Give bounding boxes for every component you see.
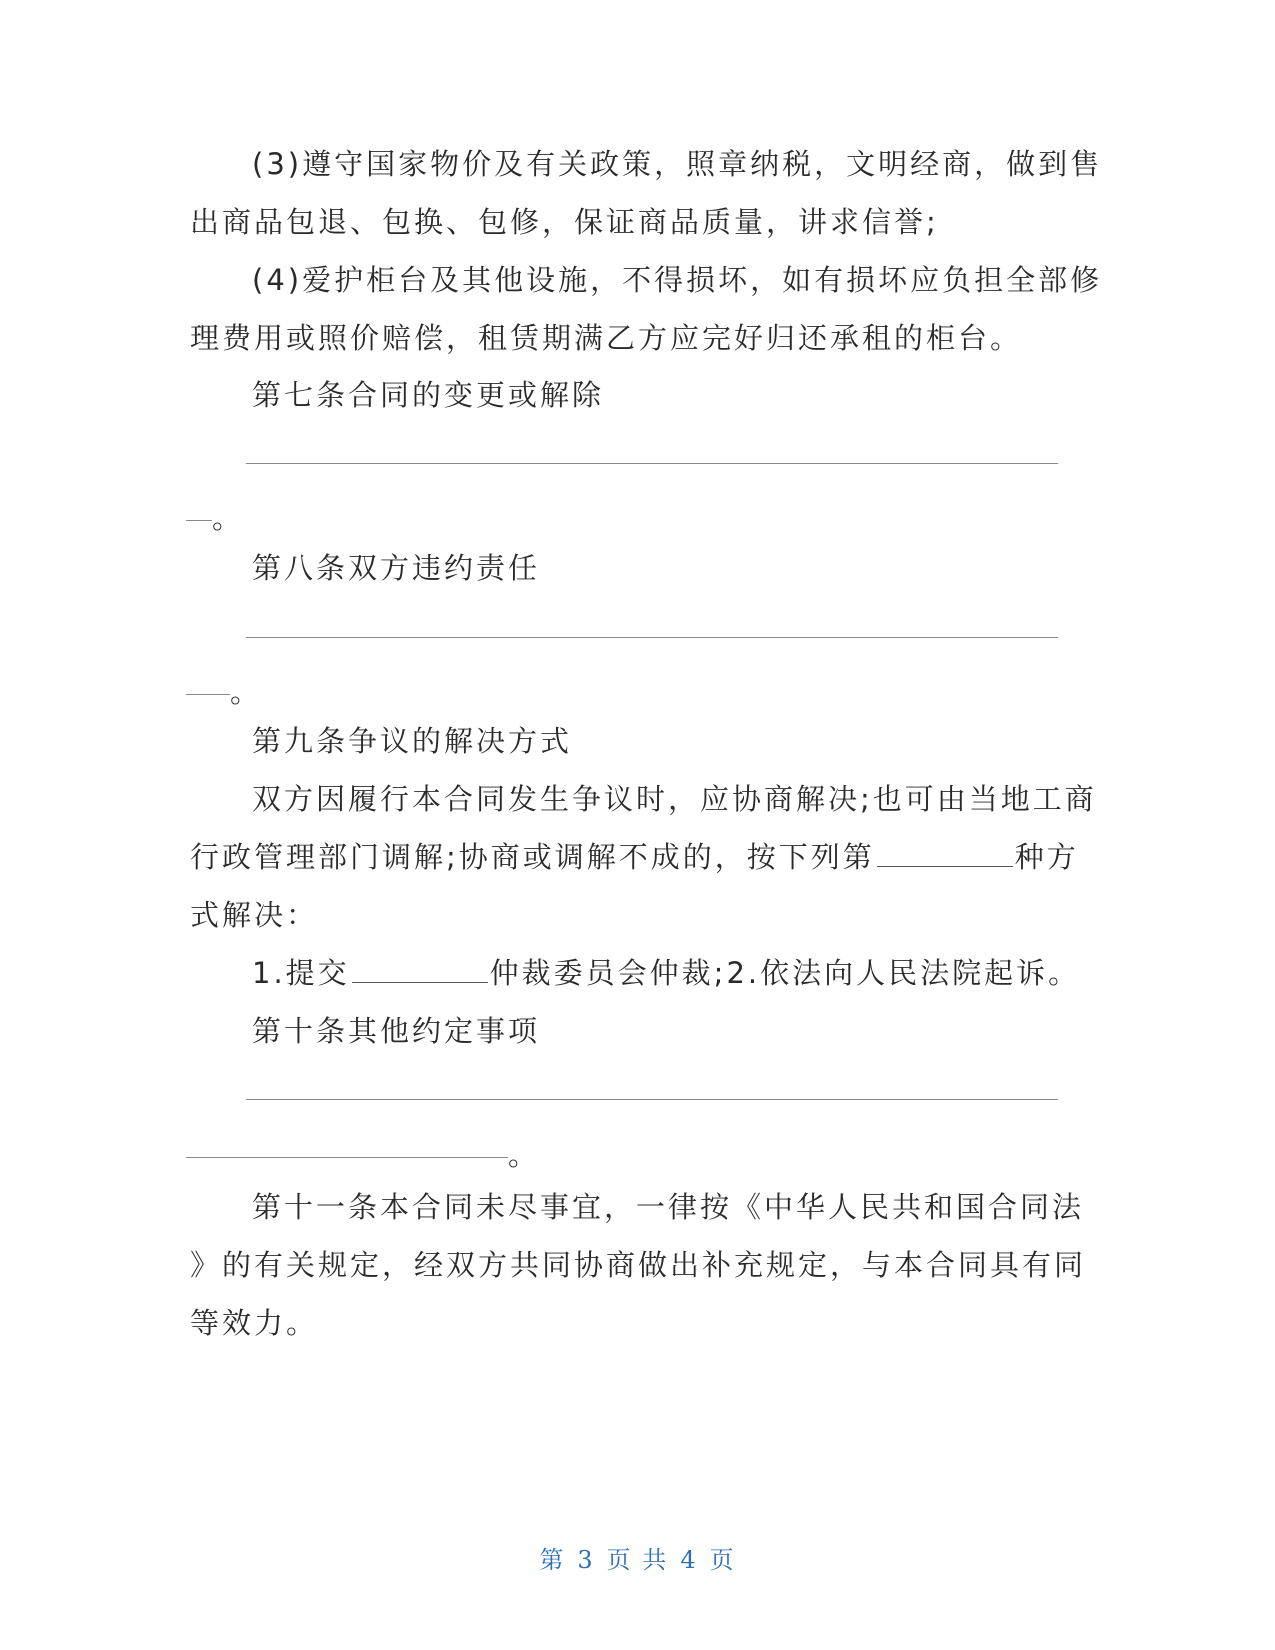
article-10-title: 第十条其他约定事项 (252, 1014, 541, 1048)
article-9-line-3: 式解决： (190, 898, 319, 932)
footer-mid: 页 共 (606, 1546, 669, 1574)
article-11-line-1: 第十一条本合同未尽事宜，一律按《中华人民共和国合同法 (252, 1190, 1085, 1224)
arbitration-committee-blank[interactable] (352, 956, 488, 983)
article-7-title: 第七条合同的变更或解除 (252, 378, 605, 412)
article-10-period: 。 (508, 1138, 538, 1172)
method-number-blank[interactable] (877, 840, 1013, 867)
article-10-fill-line (246, 1099, 1058, 1100)
article-9-line-2-start: 行政管理部门调解;协商或调解不成的，按下列第 (190, 840, 875, 874)
article-8-fill-line (246, 637, 1058, 638)
article-9-line-1: 双方因履行本合同发生争议时，应协商解决;也可由当地工商 (252, 782, 1097, 816)
page-number-footer (0, 1540, 1275, 1575)
clause-3-line-2: 出商品包退、包换、包修，保证商品质量，讲求信誉; (190, 205, 939, 239)
article-8-title: 第八条双方违约责任 (252, 551, 541, 585)
article-9-options (252, 955, 1080, 991)
footer-suffix: 页 (709, 1546, 736, 1574)
article-7-fill-line-tail (186, 520, 212, 521)
footer-prefix: 第 (539, 1546, 566, 1574)
article-11-line-3: 等效力。 (190, 1306, 319, 1340)
clause-3-line-1: (3)遵守国家物价及有关政策，照章纳税，文明经商，做到售 (252, 147, 1103, 181)
article-7-period: 。 (212, 501, 242, 535)
option-1-text: 仲裁委员会仲裁;2.依法向人民法院起诉。 (489, 956, 1081, 990)
article-9-line-2 (190, 839, 1079, 875)
option-1-label: 1.提交 (252, 956, 350, 990)
current-page-number: 3 (577, 1546, 595, 1574)
article-11-line-2: 》的有关规定，经双方共同协商做出补充规定，与本合同具有同 (190, 1248, 1087, 1282)
article-8-fill-line-tail (186, 694, 230, 695)
clause-4-line-1: (4)爱护柜台及其他设施，不得损坏，如有损坏应负担全部修 (252, 263, 1103, 297)
clause-4-line-2: 理费用或照价赔偿，租赁期满乙方应完好归还承租的柜台。 (190, 321, 1023, 355)
article-7-fill-line (246, 463, 1058, 464)
article-8-period: 。 (230, 675, 260, 709)
article-9-line-2-end: 种方 (1014, 840, 1079, 874)
article-9-title: 第九条争议的解决方式 (252, 724, 573, 758)
article-10-fill-line-tail (186, 1157, 508, 1158)
total-pages-number: 4 (680, 1546, 698, 1574)
